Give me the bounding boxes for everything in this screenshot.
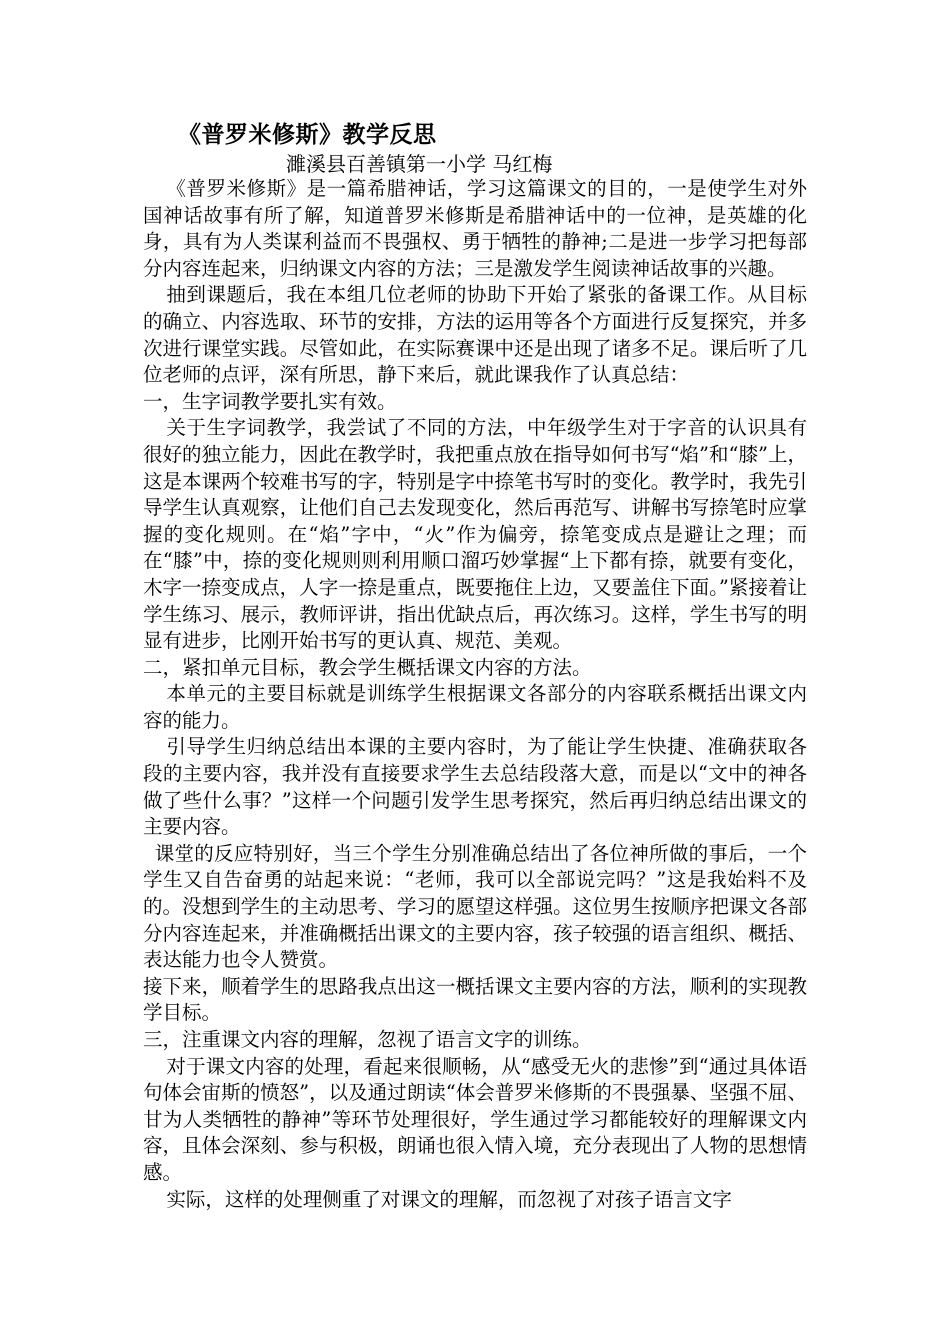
section-heading: 一，生字词教学要扎实有效。 [143,389,397,413]
document-body [143,176,807,1213]
paragraph: 对于课文内容的处理，看起来很顺畅，从“感受无火的悲惨”到“通过具体语句体会宙斯的愤怒”，以及通过朗读“体会普罗米修斯的不畏强暴、坚强不屈、甘为人类牺牲的静神”等环节处理很好，学生通过学习都能较好的理解课文内容，且体会深刻、参与积极，朗诵也很入情入境，充分表现出了人物的思想情感。 [143,1054,807,1184]
paragraph: 关于生字词教学，我尝试了不同的方法，中年级学生对于字音的认识具有很好的独立能力，因此在教学时，我把重点放在指导如何书写“焰”和“膝”上，这是本课两个较难书写的字，特别是字中捺笔书写时的变化。教学时，我先引导学生认真观察，让他们自己去发现变化，然后再范写、讲解书写捺笔时应掌握的变化规则。在“焰”字中，“火”作为偏旁，捺笔变成点是避让之理；而在“膝”中，捺的变化规则则利用顺口溜巧妙掌握“上下都有捺，就要有变化，木字一捺变成点，人字一捺是重点，既要拖住上边，又要盖住下面。”紧接着让学生练习、展示，教师评讲，指出优缺点后，再次练习。这样，学生书写的明显有进步，比刚开始书写的更认真、规范、美观。 [143,416,807,653]
paragraph: 本单元的主要目标就是训练学生根据课文各部分的内容联系概括出课文内容的能力。 [143,682,807,732]
paragraph: 抽到课题后，我在本组几位老师的协助下开始了紧张的备课工作。从目标的确立、内容选取、环节的安排，方法的运用等各个方面进行反复探究，并多次进行课堂实践。尽管如此，在实际赛课中还是出现了诸多不足。课后听了几位老师的点评，深有所思，静下来后，就此课我作了认真总结： [143,283,807,387]
section-heading: 二，紧扣单元目标，教会学生概括课文内容的方法。 [143,655,592,679]
paragraph: 《普罗米修斯》是一篇希腊神话，学习这篇课文的目的，一是使学生对外国神话故事有所了解，知道普罗米修斯是希腊神话中的一位神，是英雄的化身，具有为人类谋利益而不畏强权、勇于牺牲的静神;二是进一步学习把每部分内容连起来，归纳课文内容的方法；三是激发学生阅读神话故事的兴趣。 [143,177,807,280]
paragraph: 课堂的反应特别好，当三个学生分别准确总结出了各位神所做的事后，一个学生又自告奋勇的站起来说：“老师，我可以全部说完吗？”这是我始料不及的。没想到学生的主动思考、学习的愿望这样强。这位男生按顺序把课文各部分内容连起来，并准确概括出课文的主要内容，孩子较强的语言组织、概括、表达能力也令人赞赏。 [143,841,807,972]
section-heading: 接下来，顺着学生的思路我点出这一概括课文主要内容的方法，顺利的实现教学目标。 [143,974,807,1025]
paragraph: 实际，这样的处理侧重了对课文的理解，而忽视了对孩子语言文字 [166,1187,732,1211]
section-heading: 三，注重课文内容的理解，忽视了语言文字的训练。 [143,1028,592,1051]
document-title: 《普罗米修斯》教学反思 [178,121,437,148]
paragraph: 引导学生归纳总结出本课的主要内容时，为了能让学生快捷、准确获取各段的主要内容，我并没有直接要求学生去总结段落大意，而是以“文中的神各做了些什么事？”这样一个问题引发学生思考探究，然后再归纳总结出课文的主要内容。 [143,735,807,839]
document-author: 濉溪县百善镇第一小学 马红梅 [286,152,553,176]
